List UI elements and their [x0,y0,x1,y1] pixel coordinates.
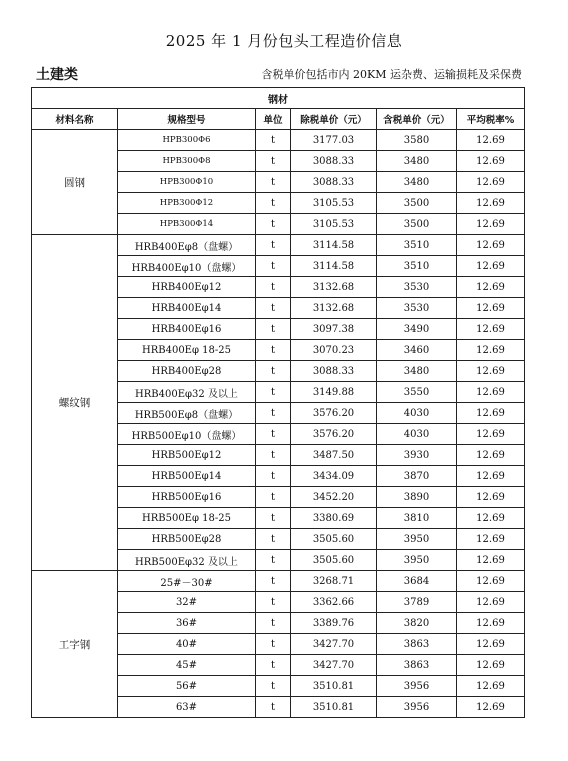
ex-tax-price-cell: 3105.53 [291,193,377,214]
ex-tax-price-cell: 3427.70 [291,634,377,655]
column-header-inc-tax-price: 含税单价（元） [377,109,457,130]
spec-cell: HPB300Φ8 [118,151,256,172]
ex-tax-price-cell: 3268.71 [291,571,377,592]
inc-tax-price-cell: 3950 [377,550,457,571]
unit-cell: t [256,445,291,466]
tax-rate-cell: 12.69 [457,172,525,193]
spec-cell: 45# [118,655,256,676]
tax-rate-cell: 12.69 [457,676,525,697]
unit-cell: t [256,676,291,697]
tax-rate-cell: 12.69 [457,235,525,256]
tax-rate-cell: 12.69 [457,634,525,655]
tax-rate-cell: 12.69 [457,592,525,613]
inc-tax-price-cell: 3530 [377,277,457,298]
ex-tax-price-cell: 3070.23 [291,340,377,361]
category-heading: 土建类 [36,67,78,83]
spec-cell: HRB500Eφ28 [118,529,256,550]
tax-rate-cell: 12.69 [457,319,525,340]
unit-cell: t [256,382,291,403]
column-header-tax-rate: 平均税率% [457,109,525,130]
inc-tax-price-cell: 3810 [377,508,457,529]
spec-cell: 40# [118,634,256,655]
spec-cell: HRB500Eφ 18-25 [118,508,256,529]
section-title: 钢材 [32,88,525,109]
page-title: 2025 年 1 月份包头工程造价信息 [165,32,403,50]
inc-tax-price-cell: 3480 [377,172,457,193]
ex-tax-price-cell: 3149.88 [291,382,377,403]
tax-rate-cell: 12.69 [457,256,525,277]
tax-rate-cell: 12.69 [457,130,525,151]
unit-cell: t [256,277,291,298]
column-header-spec: 规格型号 [118,109,256,130]
inc-tax-price-cell: 3530 [377,298,457,319]
inc-tax-price-cell: 3490 [377,319,457,340]
inc-tax-price-cell: 3684 [377,571,457,592]
ex-tax-price-cell: 3505.60 [291,529,377,550]
tax-rate-cell: 12.69 [457,298,525,319]
spec-cell: HRB400Eφ12 [118,277,256,298]
spec-cell: HRB400Eφ10（盘螺） [118,256,256,277]
tax-rate-cell: 12.69 [457,466,525,487]
tax-rate-cell: 12.69 [457,214,525,235]
ex-tax-price-cell: 3088.33 [291,172,377,193]
table-row [32,130,525,151]
spec-cell: HRB500Eφ12 [118,445,256,466]
spec-cell: HRB400Eφ8（盘螺） [118,235,256,256]
unit-cell: t [256,508,291,529]
inc-tax-price-cell: 3480 [377,151,457,172]
spec-cell: 56# [118,676,256,697]
inc-tax-price-cell: 3789 [377,592,457,613]
inc-tax-price-cell: 3956 [377,697,457,718]
tax-rate-cell: 12.69 [457,508,525,529]
ex-tax-price-cell: 3132.68 [291,298,377,319]
table-row [32,571,525,592]
tax-rate-cell: 12.69 [457,487,525,508]
unit-cell: t [256,361,291,382]
ex-tax-price-cell: 3380.69 [291,508,377,529]
unit-cell: t [256,298,291,319]
unit-cell: t [256,214,291,235]
unit-cell: t [256,697,291,718]
ex-tax-price-cell: 3576.20 [291,403,377,424]
column-header-row [32,109,525,130]
ex-tax-price-cell: 3105.53 [291,214,377,235]
inc-tax-price-cell: 4030 [377,424,457,445]
tax-rate-cell: 12.69 [457,445,525,466]
tax-rate-cell: 12.69 [457,361,525,382]
inc-tax-price-cell: 3930 [377,445,457,466]
spec-cell: 25#－30# [118,571,256,592]
spec-cell: HPB300Φ12 [118,193,256,214]
inc-tax-price-cell: 3820 [377,613,457,634]
inc-tax-price-cell: 3480 [377,361,457,382]
tax-rate-cell: 12.69 [457,382,525,403]
tax-rate-cell: 12.69 [457,655,525,676]
column-header-ex-tax-price: 除税单价（元） [291,109,377,130]
inc-tax-price-cell: 3863 [377,634,457,655]
unit-cell: t [256,172,291,193]
tax-rate-cell: 12.69 [457,340,525,361]
material-group-name: 圆钢 [32,130,118,235]
unit-cell: t [256,403,291,424]
ex-tax-price-cell: 3114.58 [291,235,377,256]
price-note: 含税单价包括市内 20KM 运杂费、运输损耗及采保费 [261,68,522,81]
unit-cell: t [256,613,291,634]
unit-cell: t [256,235,291,256]
spec-cell: HRB400Eφ32 及以上 [118,382,256,403]
tax-rate-cell: 12.69 [457,424,525,445]
unit-cell: t [256,466,291,487]
spec-cell: HRB500Eφ16 [118,487,256,508]
tax-rate-cell: 12.69 [457,571,525,592]
table-row [32,235,525,256]
inc-tax-price-cell: 3500 [377,214,457,235]
ex-tax-price-cell: 3505.60 [291,550,377,571]
unit-cell: t [256,340,291,361]
tax-rate-cell: 12.69 [457,277,525,298]
inc-tax-price-cell: 3863 [377,655,457,676]
table-body [32,130,525,718]
spec-cell: HRB400Eφ28 [118,361,256,382]
ex-tax-price-cell: 3132.68 [291,277,377,298]
unit-cell: t [256,655,291,676]
unit-cell: t [256,256,291,277]
price-table [31,87,525,718]
spec-cell: HRB400Eφ 18-25 [118,340,256,361]
ex-tax-price-cell: 3487.50 [291,445,377,466]
unit-cell: t [256,529,291,550]
spec-cell: HRB500Eφ32 及以上 [118,550,256,571]
ex-tax-price-cell: 3097.38 [291,319,377,340]
spec-cell: HRB400Eφ14 [118,298,256,319]
spec-cell: HRB500Eφ10（盘螺） [118,424,256,445]
ex-tax-price-cell: 3088.33 [291,361,377,382]
tax-rate-cell: 12.69 [457,193,525,214]
inc-tax-price-cell: 3510 [377,235,457,256]
material-group-name: 螺纹钢 [32,235,118,571]
inc-tax-price-cell: 4030 [377,403,457,424]
unit-cell: t [256,130,291,151]
unit-cell: t [256,592,291,613]
inc-tax-price-cell: 3950 [377,529,457,550]
spec-cell: 32# [118,592,256,613]
tax-rate-cell: 12.69 [457,613,525,634]
unit-cell: t [256,634,291,655]
ex-tax-price-cell: 3362.66 [291,592,377,613]
unit-cell: t [256,424,291,445]
column-header-unit: 单位 [256,109,291,130]
inc-tax-price-cell: 3500 [377,193,457,214]
unit-cell: t [256,193,291,214]
spec-cell: 63# [118,697,256,718]
unit-cell: t [256,571,291,592]
tax-rate-cell: 12.69 [457,151,525,172]
ex-tax-price-cell: 3088.33 [291,151,377,172]
material-group-name: 工字钢 [32,571,118,718]
unit-cell: t [256,319,291,340]
inc-tax-price-cell: 3956 [377,676,457,697]
ex-tax-price-cell: 3576.20 [291,424,377,445]
inc-tax-price-cell: 3870 [377,466,457,487]
tax-rate-cell: 12.69 [457,529,525,550]
unit-cell: t [256,550,291,571]
inc-tax-price-cell: 3550 [377,382,457,403]
ex-tax-price-cell: 3510.81 [291,676,377,697]
spec-cell: HRB500Eφ8（盘螺） [118,403,256,424]
spec-cell: HPB300Φ6 [118,130,256,151]
ex-tax-price-cell: 3510.81 [291,697,377,718]
spec-cell: HPB300Φ10 [118,172,256,193]
inc-tax-price-cell: 3510 [377,256,457,277]
unit-cell: t [256,151,291,172]
unit-cell: t [256,487,291,508]
ex-tax-price-cell: 3389.76 [291,613,377,634]
spec-cell: 36# [118,613,256,634]
spec-cell: HRB400Eφ16 [118,319,256,340]
ex-tax-price-cell: 3114.58 [291,256,377,277]
inc-tax-price-cell: 3460 [377,340,457,361]
inc-tax-price-cell: 3580 [377,130,457,151]
tax-rate-cell: 12.69 [457,697,525,718]
tax-rate-cell: 12.69 [457,550,525,571]
spec-cell: HRB500Eφ14 [118,466,256,487]
spec-cell: HPB300Φ14 [118,214,256,235]
inc-tax-price-cell: 3890 [377,487,457,508]
column-header-material: 材料名称 [32,109,118,130]
section-header-row [32,88,525,109]
ex-tax-price-cell: 3452.20 [291,487,377,508]
tax-rate-cell: 12.69 [457,403,525,424]
ex-tax-price-cell: 3434.09 [291,466,377,487]
ex-tax-price-cell: 3427.70 [291,655,377,676]
ex-tax-price-cell: 3177.03 [291,130,377,151]
